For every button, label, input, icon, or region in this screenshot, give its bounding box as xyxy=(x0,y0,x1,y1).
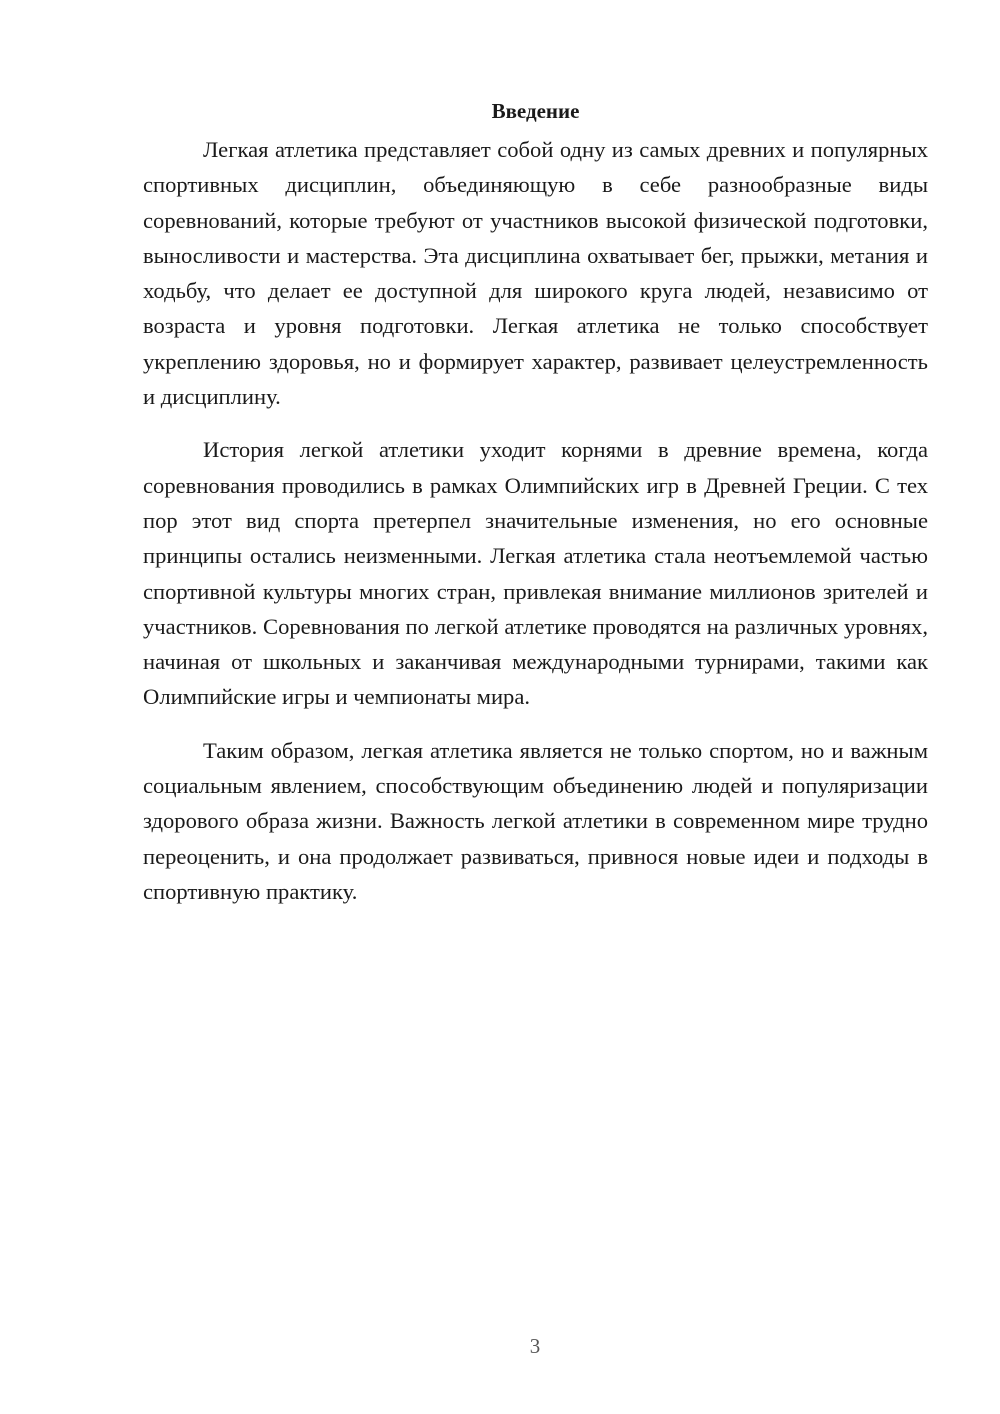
paragraph-1: Легкая атлетика представляет собой одну из самых древних и популярных спортивных дисциплин, объединяющую в себе разнообразные виды соревнований, которые требуют от участников высокой физической подготовки, выносливости и мастерства. Эта дисциплина охватывает бег, прыжки, метания и ходьбу, что делает ее доступной для широкого круга людей, независимо от возраста и уровня подготовки. Легкая атлетика не только способствует укреплению здоровья, но и формирует характер, развивает целеустремленность и дисциплину. xyxy=(143,137,928,410)
paragraph-2: История легкой атлетики уходит корнями в древние времена, когда соревнования проводились в рамках Олимпийских игр в Древней Греции. С тех пор этот вид спорта претерпел значительные изменения, но его основные принципы остались неизменными. Легкая атлетика стала неотъемлемой частью спортивной культуры многих стран, привлекая внимание миллионов зрителей и участников. Соревнования по легкой атлетике проводятся на различных уровнях, начиная от школьных и заканчивая международными турнирами, такими как Олимпийские игры и чемпионаты мира. xyxy=(143,437,928,710)
section-title: Введение xyxy=(491,99,580,123)
paragraph-3: Таким образом, легкая атлетика является не только спортом, но и важным социальным явлением, способствующим объединению людей и популяризации здорового образа жизни. Важность легкой атлетики в современном мире трудно переоценить, и она продолжает развиваться, привнося новые идеи и подходы в спортивную практику. xyxy=(143,737,928,904)
page-number: 3 xyxy=(529,1334,541,1358)
page-content xyxy=(143,96,928,909)
